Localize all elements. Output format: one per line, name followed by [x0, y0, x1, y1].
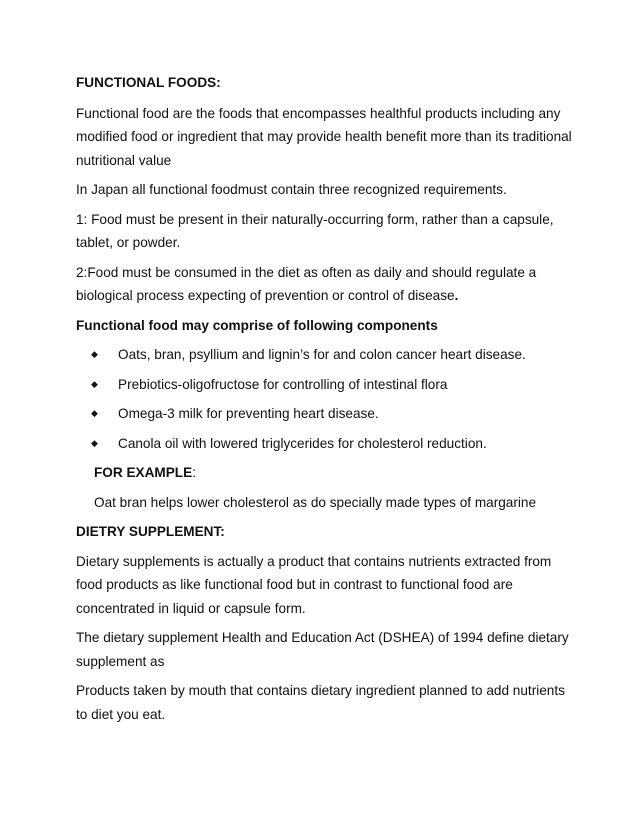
paragraph-dshea: The dietary supplement Health and Education Act (DSHEA) of 1994 define dietary supplement as [76, 630, 569, 669]
list-item-text: Omega-3 milk for preventing heart disease. [118, 406, 379, 421]
bullet-icon: ◆ [91, 437, 98, 448]
list-item-text: Prebiotics-oligofructose for controlling of intestinal flora [118, 376, 448, 392]
example-heading [94, 461, 576, 485]
heading-dietary-supplement: DIETRY SUPPLEMENT: [76, 524, 225, 539]
paragraph-products: Products taken by mouth that contains dietary ingredient planned to add nutrients to diet you eat. [76, 683, 565, 722]
paragraph-requirement-1: 1: Food must be present in their naturally-occurring form, rather than a capsule, tablet, or powder. [76, 211, 554, 250]
heading-functional-foods: FUNCTIONAL FOODS: [76, 75, 221, 90]
list-item-text: Canola oil with lowered triglycerides for cholesterol reduction. [118, 435, 487, 451]
example-text: Oat bran helps lower cholesterol as do specially made types of margarine [94, 494, 537, 510]
bullet-icon: ◆ [91, 378, 98, 389]
paragraph-supplement: Dietary supplements is actually a product that contains nutrients extracted from food products as like functional food but in contrast to functional food are concentrated in liquid or capsule form. [76, 553, 552, 616]
example-label: FOR EXAMPLE [94, 465, 193, 480]
bullet-icon: ◆ [91, 349, 98, 359]
paragraph-definition: Functional food are the foods that encompasses healthful products including any modified food or ingredient that may provide health benefit more than its traditional nutritional value [76, 105, 572, 168]
list-item [91, 432, 576, 456]
components-list [76, 343, 576, 455]
list-item [91, 373, 576, 397]
bullet-icon: ◆ [91, 408, 98, 418]
example-colon: : [192, 465, 196, 480]
paragraph-requirement-2 [76, 261, 576, 308]
list-item [91, 402, 576, 426]
requirement-2-text: 2:Food must be consumed in the diet as often as daily and should regulate a biological process expecting of prevention or control of disease [76, 264, 537, 303]
heading-components: Functional food may comprise of following components [76, 317, 438, 333]
document-page [76, 71, 576, 732]
list-item-text: Oats, bran, psyllium and lignin’s for and colon cancer heart disease. [118, 347, 526, 362]
requirement-2-period: . [454, 288, 459, 303]
paragraph-japan: In Japan all functional foodmust contain three recognized requirements. [76, 182, 507, 197]
list-item [91, 343, 576, 367]
